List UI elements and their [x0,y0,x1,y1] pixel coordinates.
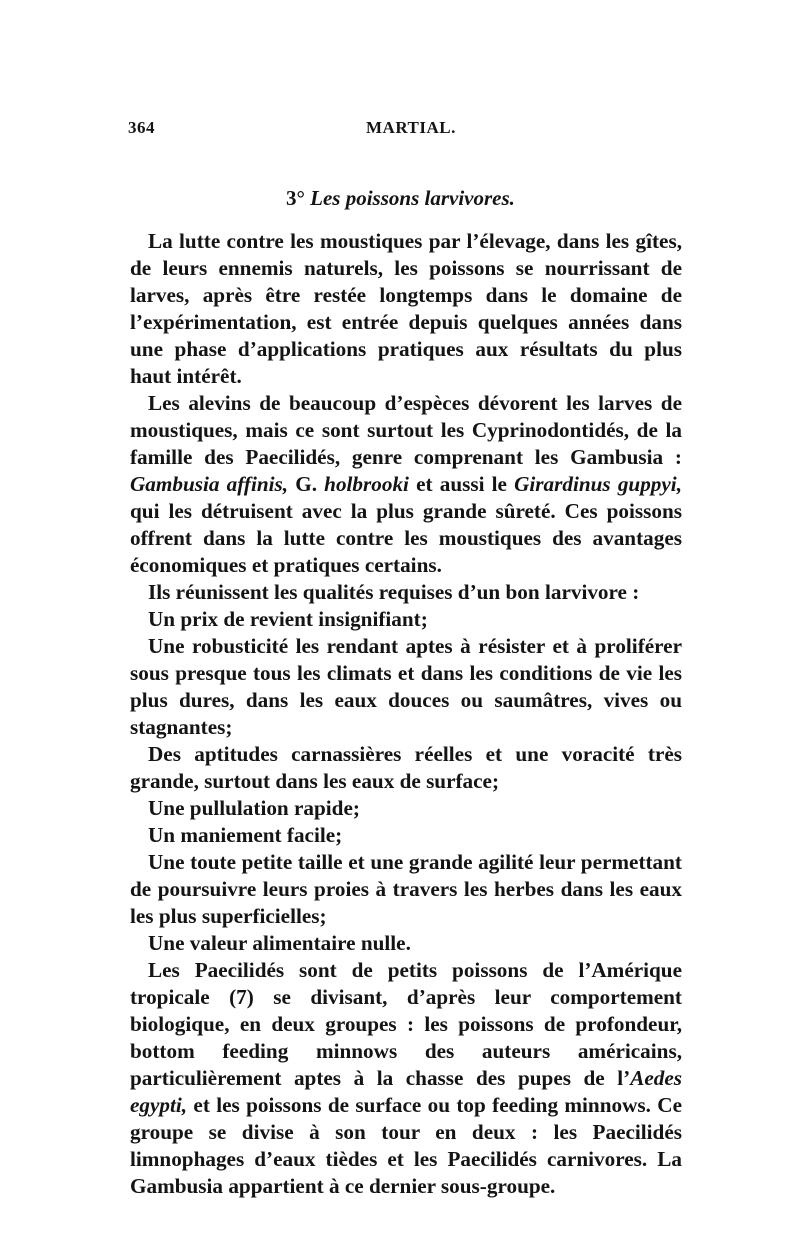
section-heading [286,186,515,211]
running-title: MARTIAL. [366,118,456,137]
page-number: 364 [128,118,155,137]
section-number: 3° [286,186,305,210]
paragraph-species-part3: et aussi le [408,472,515,496]
species-holbrooki: holbrooki [324,472,409,496]
list-item-handling: Un maniement facile; [148,823,343,847]
list-item-size: Une toute petite taille et une grande agilité leur permettant de poursuivre leurs proies à travers les herbes dans les eaux les plus superficielles; [130,850,682,928]
paragraph-intro: La lutte contre les moustiques par l’élevage, dans les gîtes, de leurs ennemis naturels, les poissons se nourrissant de larves, après être restée longtemps dans le domaine de l’expérimentation, est entrée depuis quelques années dans une phase d’applications pratiques aux résultats du plus haut intérêt. [130,229,682,388]
paragraph-species [130,390,682,579]
list-item-food-value: Une valeur alimentaire nulle. [148,931,411,955]
paragraph-species-part1: Les alevins de beaucoup d’espèces dévorent les larves de moustiques, mais ce sont surtout les Cyprinodontidés, de la famille des Paecilidés, genre comprenant les Gambusia : [130,391,682,469]
list-item-cost: Un prix de revient insignifiant; [148,607,428,631]
paragraph-qualities-intro: Ils réunissent les qualités requises d’un bon larvivore : [148,580,640,604]
paragraph-species-part4: qui les détruisent avec la plus grande sûreté. Ces poissons offrent dans la lutte contre les moustiques des avantages économiques et pratiques certains. [130,499,682,577]
list-item-pullulation: Une pullulation rapide; [148,796,360,820]
list-item-voracity: Des aptitudes carnassières réelles et une voracité très grande, surtout dans les eaux de surface; [130,742,682,793]
running-head [128,118,684,142]
species-aedes-egypti: Aedes egypti, [130,1066,682,1117]
body-text [130,228,682,1200]
paragraph-paecilides-part1: Les Paecilidés sont de petits poissons de l’Amérique tropicale (7) se divisant, d’après leur comportement biologique, en deux groupes : les poissons de profondeur, bottom feeding minnows des auteurs américains, particulièrement aptes à la chasse des pupes de l’ [130,958,682,1090]
paragraph-paecilides [130,957,682,1200]
paragraph-paecilides-part2: et les poissons de surface ou top feeding minnows. Ce groupe se divise à son tour en deux : les Paecilidés limnophages d’eaux tièdes et les Paecilidés carnivores. La Gambusia appartient à ce dernier sous-groupe. [130,1093,682,1198]
section-title: Les poissons larvivores. [310,186,515,210]
paragraph-species-part2: G. [288,472,325,496]
species-gambusia-affinis: Gambusia affinis, [130,472,289,496]
list-item-robustness: Une robusticité les rendant aptes à résister et à proliférer sous presque tous les climats et dans les conditions de vie les plus dures, dans les eaux douces ou saumâtres, vives ou stagnantes; [130,634,682,739]
species-girardinus-guppyi: Girardinus guppyi, [514,472,682,496]
